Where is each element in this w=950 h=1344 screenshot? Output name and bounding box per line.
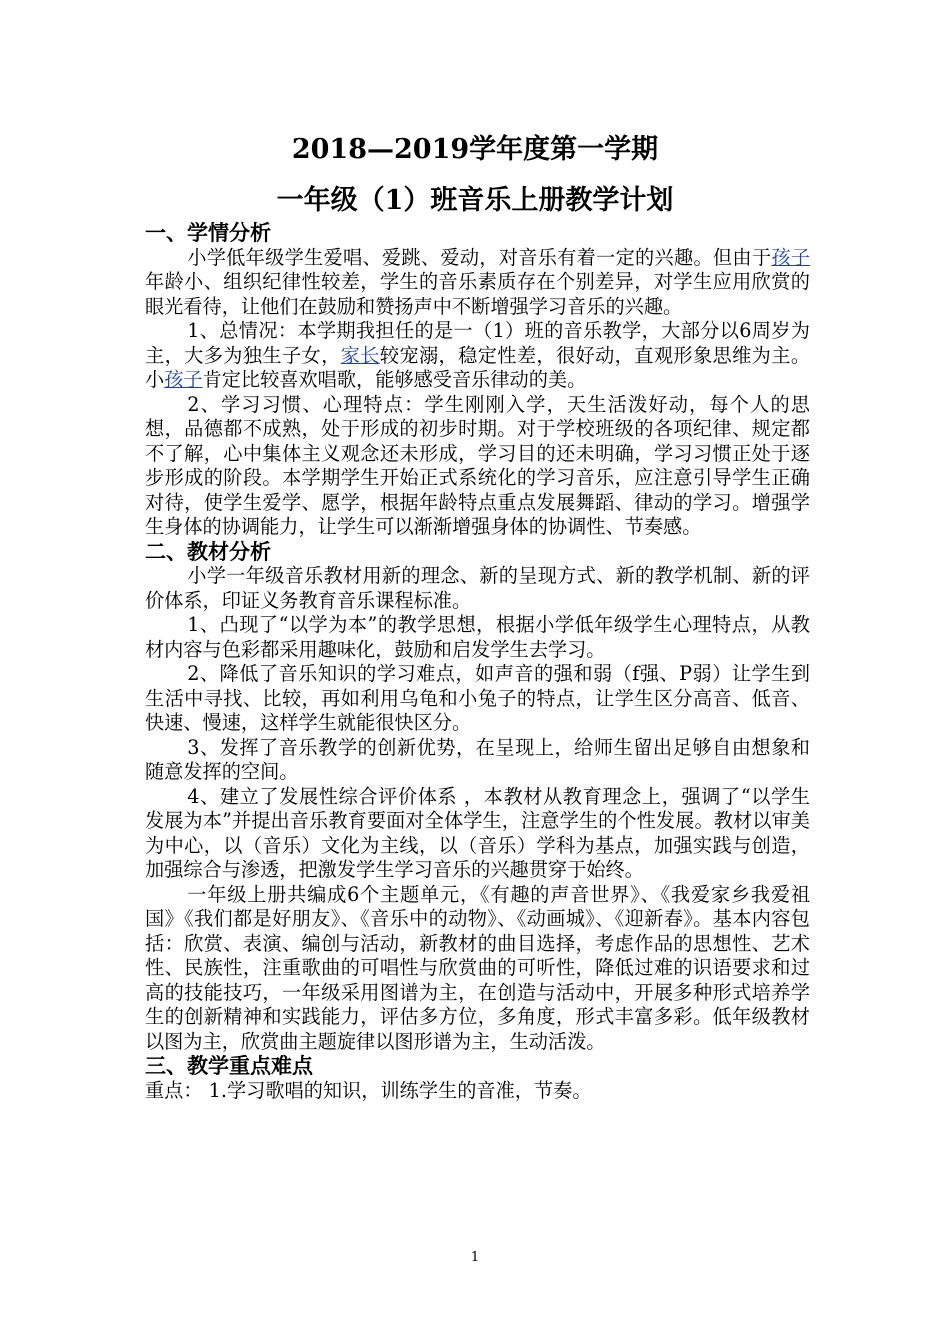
- text-run: 肯定比较喜欢唱歌，能够感受音乐律动的美。: [202, 368, 587, 391]
- document-body: [145, 221, 810, 1103]
- paragraph: 2、降低了音乐知识的学习难点，如声音的强和弱（f强、P弱）让学生到生活中寻找、比较，再如利用乌龟和小兔子的特点，让学生区分高音、低音、快速、慢速，这样学生就能很快区分。: [145, 662, 810, 734]
- paragraph: 小学一年级音乐教材用新的理念、新的呈现方式、新的教学机制、新的评价体系，印证义务教育音乐课程标准。: [145, 564, 810, 612]
- paragraph: [145, 319, 810, 393]
- paragraph: [145, 246, 810, 320]
- link-child[interactable]: 孩子: [164, 368, 203, 391]
- paragraph: 一年级上册共编成6个主题单元，《有趣的声音世界》、《我爱家乡我爱祖国》《我们都是好朋友》、《音乐中的动物》、《动画城》、《迎新春》。基本内容包括：欣赏、表演、编创与活动，新教材的曲目选择，考虑作品的思想性、艺术性、民族性，注重歌曲的可唱性与欣赏曲的可听性，降低过难的识语要求和过高的技能技巧，一年级采用图谱为主，在创造与活动中，开展多种形式培养学生的创新精神和实践能力，评估多方位，多角度，形式丰富多彩。低年级教材以图为主，欣赏曲主题旋律以图形谱为主，生动活泼。: [145, 882, 810, 1053]
- text-run: 年龄小、组织纪律性较差，学生的音乐素质存在个别差异，对学生应用欣赏的眼光看待，让他们在鼓励和赞扬声中不断增强学习音乐的兴趣。: [145, 270, 810, 318]
- paragraph: 3、发挥了音乐教学的创新优势，在呈现上，给师生留出足够自由想象和随意发挥的空间。: [145, 735, 810, 783]
- document-title-line2: 一年级（1）班音乐上册教学计划: [276, 185, 674, 216]
- section-heading-3: 三、教学重点难点: [145, 1053, 313, 1078]
- text-run: 1、总情况：本学期我担任的是一（1）班的音乐教学，大部分以6周岁为主，大多为独生子女，: [145, 319, 810, 367]
- link-child[interactable]: 孩子: [771, 245, 811, 269]
- text-run: 较宠溺，稳定性差，很好动，直观形象思维为主。小: [145, 343, 811, 391]
- paragraph: 2、学习习惯、心理特点：学生刚刚入学，天生活泼好动，每个人的思想，品德都不成熟，处于形成的初步时期。对于学校班级的各项纪律、规定都不了解，心中集体主义观念还未形成，学习目的还未明确，学习习惯正处于逐步形成的阶段。本学期学生开始正式系统化的学习音乐，应注意引导学生正确对待，使学生爱学、愿学，根据年龄特点重点发展舞蹈、律动的学习。增强学生身体的协调能力，让学生可以渐渐增强身体的协调性、节奏感。: [145, 392, 810, 538]
- text-run: 小学低年级学生爱唱、爱跳、爱动，对音乐有着一定的兴趣。但由于: [187, 245, 772, 269]
- page-number: 1: [470, 1250, 480, 1265]
- paragraph: 1、凸现了“以学为本”的教学思想，根据小学低年级学生心理特点，从教材内容与色彩都采用趣味化，鼓励和启发学生去学习。: [145, 613, 810, 661]
- link-parent[interactable]: 家长: [340, 343, 380, 367]
- key-points-line: 重点： 1.学习歌唱的知识，训练学生的音准，节奏。: [145, 1078, 592, 1102]
- section-heading-1: 一、学情分析: [145, 220, 271, 245]
- paragraph: 4、建立了发展性综合评价体系 ，本教材从教育理念上，强调了“以学生发展为本”并提出音乐教育要面对全体学生，注意学生的个性发展。教材以审美为中心，以（音乐）文化为主线，以（音乐）学科为基点，加强实践与创造，加强综合与渗透，把激发学生学习音乐的兴趣贯穿于始终。: [145, 784, 810, 881]
- section-heading-2: 二、教材分析: [145, 538, 271, 564]
- document-title-line1: 2018—2019学年度第一学期: [291, 134, 659, 165]
